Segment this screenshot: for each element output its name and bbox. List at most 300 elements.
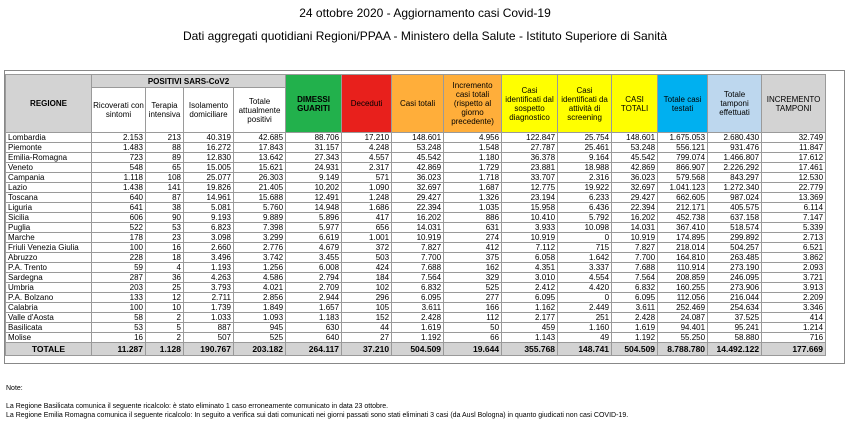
table-cell: 53.248 <box>612 143 658 153</box>
table-cell: 5.792 <box>558 213 612 223</box>
table-cell: 218.014 <box>658 243 708 253</box>
table-cell: 2.153 <box>92 133 146 143</box>
table-cell: 3.611 <box>392 303 444 313</box>
table-cell: 3.793 <box>184 283 234 293</box>
table-cell: 23.194 <box>502 193 558 203</box>
table-cell: 507 <box>184 333 234 343</box>
table-cell: 6.058 <box>502 253 558 263</box>
table-cell: 254.634 <box>708 303 762 313</box>
table-cell: 203 <box>92 283 146 293</box>
table-cell: 36.378 <box>502 153 558 163</box>
table-cell: 1.272.340 <box>708 183 762 193</box>
table-cell: 1.686 <box>342 203 392 213</box>
table-cell: 90 <box>146 213 184 223</box>
region-name: Basilicata <box>6 323 92 333</box>
table-cell: 1.849 <box>234 303 286 313</box>
table-cell: 133 <box>92 293 146 303</box>
table-row <box>6 243 826 253</box>
table-cell: 7.398 <box>234 223 286 233</box>
table-cell: 2.713 <box>762 233 826 243</box>
table-cell: 228 <box>92 253 146 263</box>
table-cell: 16.272 <box>184 143 234 153</box>
region-name: Sicilia <box>6 213 92 223</box>
table-cell: 571 <box>342 173 392 183</box>
table-cell: 27.343 <box>286 153 342 163</box>
covid-data-table <box>5 74 826 356</box>
table-cell: 88 <box>146 143 184 153</box>
table-cell: 2.316 <box>558 173 612 183</box>
region-name: Marche <box>6 233 92 243</box>
table-cell: 6.823 <box>184 223 234 233</box>
region-name: Veneto <box>6 163 92 173</box>
table-cell: 23.881 <box>502 163 558 173</box>
total-cell: 190.767 <box>184 343 234 356</box>
table-cell: 7.564 <box>612 273 658 283</box>
total-cell: 504.509 <box>612 343 658 356</box>
table-cell: 299.892 <box>708 233 762 243</box>
table-cell: 19.826 <box>184 183 234 193</box>
table-cell: 14.031 <box>392 223 444 233</box>
table-cell: 17.843 <box>234 143 286 153</box>
table-cell: 216.044 <box>708 293 762 303</box>
table-row <box>6 253 826 263</box>
table-cell: 1.326 <box>444 193 502 203</box>
header-terapia: Terapia intensiva <box>146 88 184 133</box>
table-cell: 3.913 <box>762 283 826 293</box>
table-cell: 59 <box>92 263 146 273</box>
table-cell: 18.988 <box>558 163 612 173</box>
table-cell: 13.642 <box>234 153 286 163</box>
region-name: Sardegna <box>6 273 92 283</box>
table-cell: 424 <box>342 263 392 273</box>
table-cell: 414 <box>762 313 826 323</box>
table-cell: 10.919 <box>392 233 444 243</box>
header-tamponi: Totale tamponi effettuati <box>708 75 762 133</box>
table-cell: 459 <box>502 323 558 333</box>
table-cell: 375 <box>444 253 502 263</box>
table-cell: 1.192 <box>612 333 658 343</box>
table-cell: 329 <box>444 273 502 283</box>
table-cell: 24.931 <box>286 163 342 173</box>
table-cell: 14.961 <box>184 193 234 203</box>
table-row <box>6 293 826 303</box>
region-name: Lombardia <box>6 133 92 143</box>
table-cell: 29.427 <box>612 193 658 203</box>
table-cell: 29.427 <box>392 193 444 203</box>
table-body <box>6 133 826 356</box>
header-incremento-tamponi: INCREMENTO TAMPONI <box>762 75 826 133</box>
table-cell: 246.095 <box>708 273 762 283</box>
table-cell: 174.895 <box>658 233 708 243</box>
table-cell: 2.680.430 <box>708 133 762 143</box>
table-row <box>6 133 826 143</box>
table-cell: 7.688 <box>392 263 444 273</box>
table-cell: 88.706 <box>286 133 342 143</box>
table-cell: 50 <box>444 323 502 333</box>
table-cell: 36.023 <box>392 173 444 183</box>
table-cell: 6.832 <box>392 283 444 293</box>
table-cell: 2.776 <box>234 243 286 253</box>
table-cell: 40.319 <box>184 133 234 143</box>
table-cell: 641 <box>92 203 146 213</box>
table-cell: 367.410 <box>658 223 708 233</box>
table-cell: 0 <box>558 233 612 243</box>
table-cell: 3.346 <box>762 303 826 313</box>
table-cell: 65 <box>146 163 184 173</box>
table-cell: 5.081 <box>184 203 234 213</box>
table-cell: 296 <box>342 293 392 303</box>
region-name: Umbria <box>6 283 92 293</box>
region-name: Emilia-Romagna <box>6 153 92 163</box>
table-cell: 5.339 <box>762 223 826 233</box>
region-name: P.A. Trento <box>6 263 92 273</box>
table-row <box>6 263 826 273</box>
table-cell: 148.601 <box>392 133 444 143</box>
table-cell: 162 <box>444 263 502 273</box>
table-cell: 843.297 <box>708 173 762 183</box>
table-cell: 579.568 <box>658 173 708 183</box>
table-cell: 2.093 <box>762 263 826 273</box>
total-cell: 177.669 <box>762 343 826 356</box>
table-cell: 12.775 <box>502 183 558 193</box>
table-cell: 31.157 <box>286 143 342 153</box>
table-row <box>6 203 826 213</box>
region-name: Campania <box>6 173 92 183</box>
table-cell: 1.642 <box>558 253 612 263</box>
table-cell: 2.412 <box>502 283 558 293</box>
table-cell: 1.093 <box>234 313 286 323</box>
table-cell: 10.410 <box>502 213 558 223</box>
table-cell: 640 <box>286 333 342 343</box>
header-positivi: POSITIVI SARS-CoV2 <box>92 75 286 88</box>
table-cell: 33.707 <box>502 173 558 183</box>
table-cell: 58 <box>92 313 146 323</box>
table-cell: 25.461 <box>558 143 612 153</box>
table-cell: 10.919 <box>612 233 658 243</box>
region-name: Molise <box>6 333 92 343</box>
table-cell: 6.114 <box>762 203 826 213</box>
notes-label: Note: <box>6 385 23 392</box>
table-cell: 1.041.123 <box>658 183 708 193</box>
table-cell: 4.554 <box>558 273 612 283</box>
table-cell: 716 <box>762 333 826 343</box>
region-name: Valle d'Aosta <box>6 313 92 323</box>
table-cell: 4.557 <box>342 153 392 163</box>
table-cell: 3.337 <box>558 263 612 273</box>
table-cell: 15.958 <box>502 203 558 213</box>
region-name: Abruzzo <box>6 253 92 263</box>
region-name: Calabria <box>6 303 92 313</box>
table-cell: 945 <box>234 323 286 333</box>
table-cell: 42.869 <box>392 163 444 173</box>
table-row <box>6 233 826 243</box>
table-cell: 9.889 <box>234 213 286 223</box>
total-cell: 1.128 <box>146 343 184 356</box>
table-cell: 866.907 <box>658 163 708 173</box>
table-cell: 1.160 <box>558 323 612 333</box>
table-cell: 22.394 <box>612 203 658 213</box>
table-cell: 6.521 <box>762 243 826 253</box>
table-cell: 4.420 <box>558 283 612 293</box>
table-cell: 5.896 <box>286 213 342 223</box>
total-cell: 37.210 <box>342 343 392 356</box>
table-row <box>6 213 826 223</box>
table-cell: 112 <box>444 313 502 323</box>
table-cell: 4.956 <box>444 133 502 143</box>
table-cell: 0 <box>558 293 612 303</box>
table-cell: 44 <box>342 323 392 333</box>
header-ricoverati: Ricoverati con sintomi <box>92 88 146 133</box>
table-cell: 2.944 <box>286 293 342 303</box>
table-cell: 6.436 <box>558 203 612 213</box>
table-cell: 1.466.807 <box>708 153 762 163</box>
table-row <box>6 273 826 283</box>
table-cell: 1.619 <box>392 323 444 333</box>
table-cell: 3.742 <box>234 253 286 263</box>
page-title: 24 ottobre 2020 - Aggiornamento casi Covid-19 <box>299 6 551 20</box>
table-cell: 1.729 <box>444 163 502 173</box>
table-cell: 287 <box>92 273 146 283</box>
region-name: Toscana <box>6 193 92 203</box>
table-row <box>6 333 826 343</box>
table-row <box>6 143 826 153</box>
table-cell: 252.469 <box>658 303 708 313</box>
table-cell: 53.248 <box>392 143 444 153</box>
table-cell: 1.438 <box>92 183 146 193</box>
total-cell: 148.741 <box>558 343 612 356</box>
table-cell: 2.428 <box>392 313 444 323</box>
table-cell: 1.675.053 <box>658 133 708 143</box>
table-cell: 6.095 <box>502 293 558 303</box>
table-cell: 208.859 <box>658 273 708 283</box>
table-cell: 7.827 <box>612 243 658 253</box>
table-cell: 412 <box>444 243 502 253</box>
header-totale-positivi: Totale attualmente positivi <box>234 88 286 133</box>
table-cell: 7.112 <box>502 243 558 253</box>
table-cell: 2 <box>146 333 184 343</box>
table-cell: 213 <box>146 133 184 143</box>
table-cell: 1.548 <box>444 143 502 153</box>
table-cell: 45.542 <box>392 153 444 163</box>
table-cell: 32.749 <box>762 133 826 143</box>
table-cell: 17.612 <box>762 153 826 163</box>
table-row <box>6 223 826 233</box>
table-cell: 1.193 <box>184 263 234 273</box>
table-cell: 2.856 <box>234 293 286 303</box>
header-incremento-casi: Incremento casi totali (rispetto al giorno precedente) <box>444 75 502 133</box>
total-cell: 264.117 <box>286 343 342 356</box>
table-cell: 212.171 <box>658 203 708 213</box>
table-cell: 36 <box>146 273 184 283</box>
table-cell: 4.679 <box>286 243 342 253</box>
table-cell: 2.794 <box>286 273 342 283</box>
table-cell: 6.619 <box>286 233 342 243</box>
table-row <box>6 283 826 293</box>
table-cell: 715 <box>558 243 612 253</box>
table-cell: 1.180 <box>444 153 502 163</box>
total-cell: 504.509 <box>392 343 444 356</box>
region-name: Liguria <box>6 203 92 213</box>
table-cell: 7.700 <box>612 253 658 263</box>
table-cell: 6.095 <box>612 293 658 303</box>
table-cell: 10.202 <box>286 183 342 193</box>
table-cell: 7.564 <box>392 273 444 283</box>
note-line: La Regione Emilia Romagna comunica il seguente ricalcolo: In seguito a verifica sui dati comunicati nei giorni passati sono stati eliminati 3 casi (da Ausl Bologna) in quanto giudicati non casi COVID-19. <box>6 412 629 419</box>
table-cell: 141 <box>146 183 184 193</box>
table-cell: 53 <box>146 223 184 233</box>
table-cell: 2.449 <box>558 303 612 313</box>
table-cell: 164.810 <box>658 253 708 263</box>
table-cell: 417 <box>342 213 392 223</box>
table-cell: 3.098 <box>184 233 234 243</box>
table-cell: 522 <box>92 223 146 233</box>
table-cell: 518.574 <box>708 223 762 233</box>
table-row <box>6 163 826 173</box>
table-cell: 7.827 <box>392 243 444 253</box>
table-cell: 13.369 <box>762 193 826 203</box>
region-name: Friuli Venezia Giulia <box>6 243 92 253</box>
total-cell: 11.287 <box>92 343 146 356</box>
header-screening: Casi identificati da attività di screening <box>558 75 612 133</box>
table-row <box>6 153 826 163</box>
table-cell: 503 <box>342 253 392 263</box>
table-cell: 148.601 <box>612 133 658 143</box>
table-cell: 556.121 <box>658 143 708 153</box>
table-cell: 110.914 <box>658 263 708 273</box>
table-cell: 95.241 <box>708 323 762 333</box>
table-cell: 251 <box>558 313 612 323</box>
table-cell: 1.619 <box>612 323 658 333</box>
table-cell: 160.255 <box>658 283 708 293</box>
table-cell: 1.687 <box>444 183 502 193</box>
table-cell: 2.711 <box>184 293 234 303</box>
table-row <box>6 313 826 323</box>
table-cell: 606 <box>92 213 146 223</box>
table-cell: 656 <box>342 223 392 233</box>
table-cell: 9.164 <box>558 153 612 163</box>
table-cell: 372 <box>342 243 392 253</box>
table-cell: 166 <box>444 303 502 313</box>
table-cell: 45.542 <box>612 153 658 163</box>
table-cell: 108 <box>146 173 184 183</box>
table-cell: 2.709 <box>286 283 342 293</box>
header-casi-totali: Casi totali <box>392 75 444 133</box>
table-cell: 3.455 <box>286 253 342 263</box>
table-cell: 94.401 <box>658 323 708 333</box>
table-cell: 22.779 <box>762 183 826 193</box>
table-cell: 16 <box>92 333 146 343</box>
table-cell: 3.933 <box>502 223 558 233</box>
table-cell: 525 <box>234 333 286 343</box>
table-cell: 887 <box>184 323 234 333</box>
table-row <box>6 323 826 333</box>
table-cell: 12 <box>146 293 184 303</box>
table-cell: 1.001 <box>342 233 392 243</box>
table-cell: 102 <box>342 283 392 293</box>
total-cell: 203.182 <box>234 343 286 356</box>
header-casi-totali-caps: CASI TOTALI <box>612 75 658 133</box>
table-cell: 4.586 <box>234 273 286 283</box>
table-cell: 2.660 <box>184 243 234 253</box>
table-cell: 16 <box>146 243 184 253</box>
table-cell: 19.922 <box>558 183 612 193</box>
table-cell: 122.847 <box>502 133 558 143</box>
table-cell: 178 <box>92 233 146 243</box>
table-cell: 637.158 <box>708 213 762 223</box>
table-cell: 7.700 <box>392 253 444 263</box>
table-cell: 42.685 <box>234 133 286 143</box>
table-cell: 987.024 <box>708 193 762 203</box>
header-sospetto: Casi identificati dal sospetto diagnostico <box>502 75 558 133</box>
table-cell: 53 <box>92 323 146 333</box>
table-cell: 3.611 <box>612 303 658 313</box>
table-cell: 38 <box>146 203 184 213</box>
table-cell: 14.031 <box>612 223 658 233</box>
table-cell: 504.257 <box>708 243 762 253</box>
region-name: P.A. Bolzano <box>6 293 92 303</box>
table-cell: 100 <box>92 303 146 313</box>
table-cell: 6.233 <box>558 193 612 203</box>
table-cell: 1.657 <box>286 303 342 313</box>
table-cell: 1.035 <box>444 203 502 213</box>
table-cell: 12.830 <box>184 153 234 163</box>
table-cell: 1.214 <box>762 323 826 333</box>
header-deceduti: Deceduti <box>342 75 392 133</box>
table-cell: 55.250 <box>658 333 708 343</box>
table-cell: 630 <box>286 323 342 333</box>
table-cell: 1.256 <box>234 263 286 273</box>
table-cell: 273.190 <box>708 263 762 273</box>
table-row <box>6 183 826 193</box>
region-name: Lazio <box>6 183 92 193</box>
table-cell: 4.021 <box>234 283 286 293</box>
table-cell: 7.688 <box>612 263 658 273</box>
table-cell: 723 <box>92 153 146 163</box>
total-cell: 355.768 <box>502 343 558 356</box>
table-cell: 277 <box>444 293 502 303</box>
table-cell: 4.248 <box>342 143 392 153</box>
header-regione: REGIONE <box>6 75 92 133</box>
table-cell: 6.832 <box>612 283 658 293</box>
table-cell: 10 <box>146 303 184 313</box>
table-cell: 452.738 <box>658 213 708 223</box>
total-cell: 8.788.780 <box>658 343 708 356</box>
table-cell: 66 <box>444 333 502 343</box>
table-cell: 6.095 <box>392 293 444 303</box>
table-cell: 263.485 <box>708 253 762 263</box>
table-cell: 100 <box>92 243 146 253</box>
table-cell: 12.491 <box>286 193 342 203</box>
table-cell: 405.575 <box>708 203 762 213</box>
table-cell: 1.118 <box>92 173 146 183</box>
table-cell: 152 <box>342 313 392 323</box>
table-cell: 4.263 <box>184 273 234 283</box>
table-cell: 22.394 <box>392 203 444 213</box>
table-cell: 2.209 <box>762 293 826 303</box>
table-cell: 21.405 <box>234 183 286 193</box>
table-cell: 58.880 <box>708 333 762 343</box>
table-cell: 662.605 <box>658 193 708 203</box>
table-cell: 11.847 <box>762 143 826 153</box>
header-dimessi: DIMESSI GUARITI <box>286 75 342 133</box>
table-cell: 931.476 <box>708 143 762 153</box>
table-cell: 2 <box>146 313 184 323</box>
table-cell: 42.869 <box>612 163 658 173</box>
table-cell: 274 <box>444 233 502 243</box>
table-row <box>6 193 826 203</box>
table-cell: 548 <box>92 163 146 173</box>
table-cell: 89 <box>146 153 184 163</box>
